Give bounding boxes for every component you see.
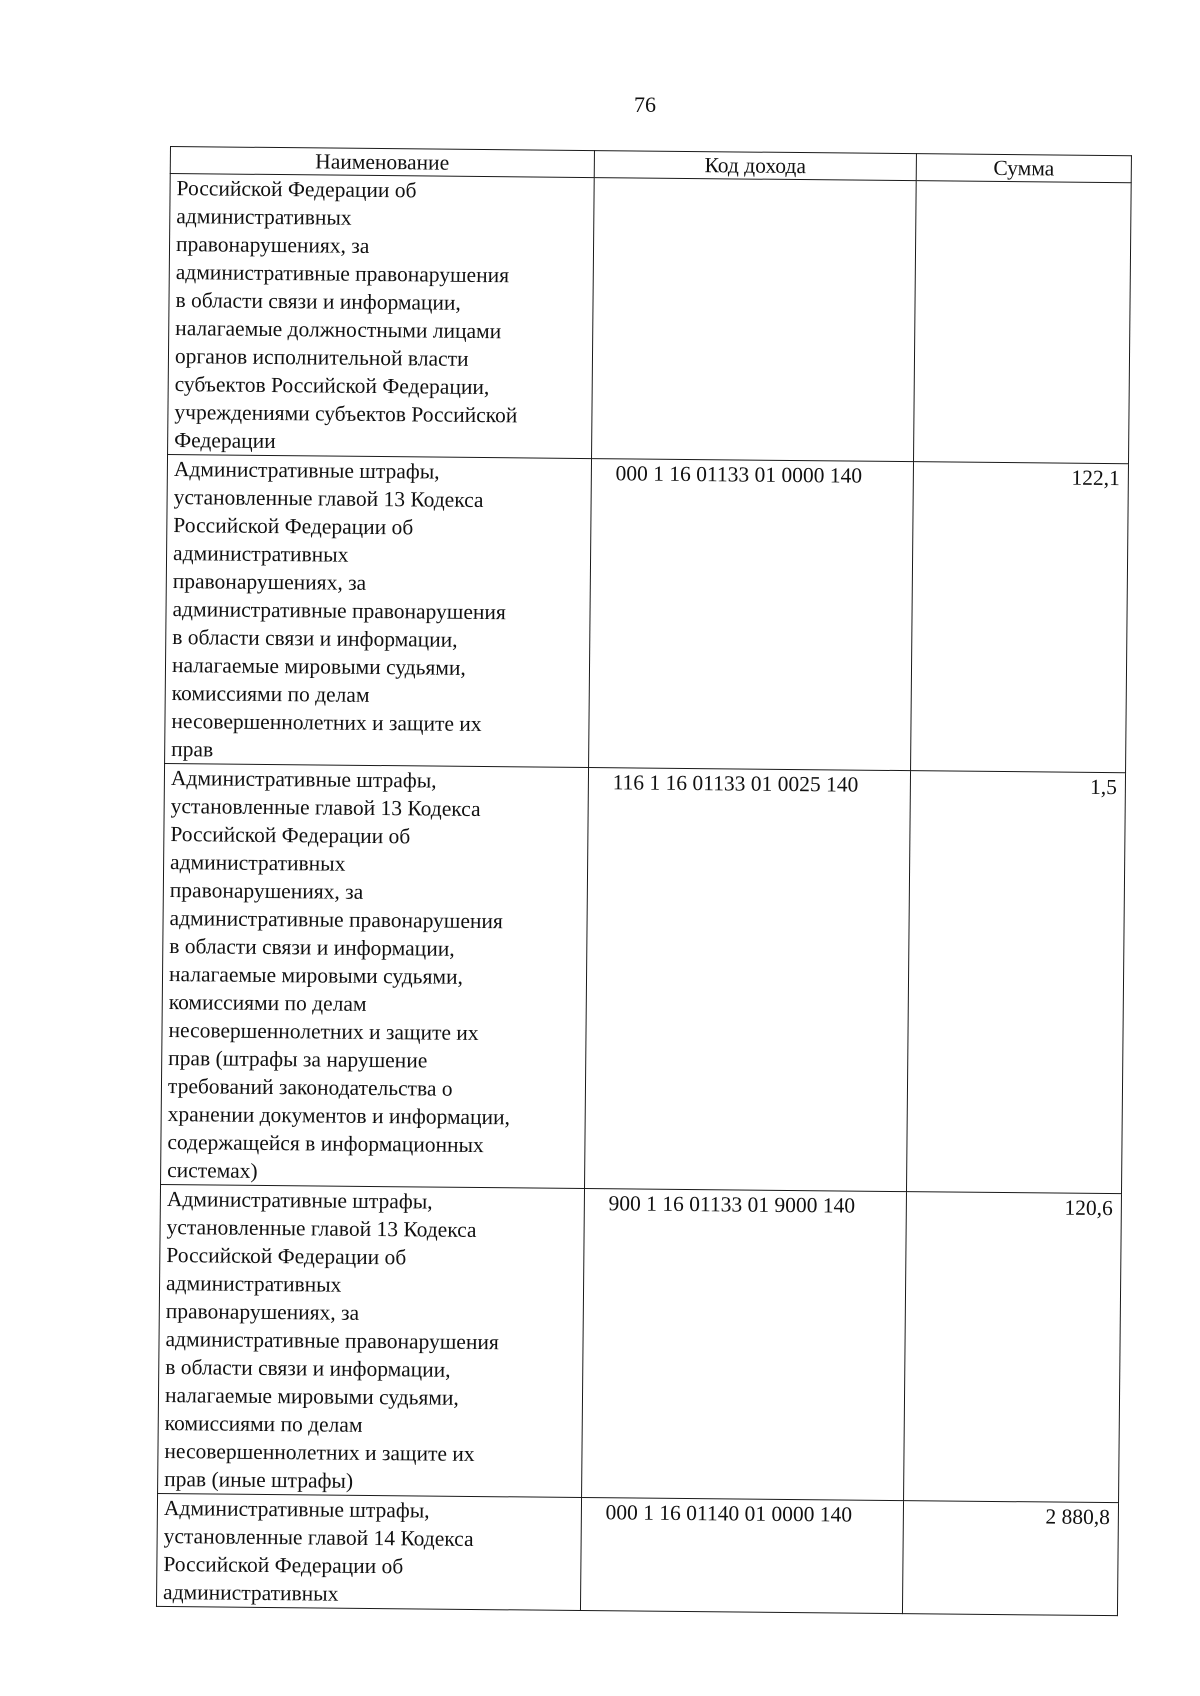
revenue-name-line: комиссиями по делам: [171, 681, 370, 707]
table-row: [165, 454, 1129, 772]
revenue-sum-cell: 1,5: [907, 771, 1126, 1194]
revenue-name-line: комиссиями по делам: [168, 990, 367, 1016]
revenue-name-line: административные правонарушения: [165, 1327, 499, 1355]
revenue-name-line: Российской Федерации об: [170, 822, 411, 849]
page-number: 76: [634, 92, 656, 117]
revenue-name-line: в области связи и информации,: [165, 1355, 451, 1382]
revenue-name-line: установленные главой 13 Кодекса: [170, 794, 481, 822]
revenue-name-line: в области связи и информации,: [172, 625, 458, 652]
revenue-code-cell: 900 1 16 01133 01 9000 140: [581, 1189, 906, 1501]
header-name: Наименование: [170, 147, 594, 178]
revenue-name-line: административные правонарушения: [169, 906, 503, 934]
header-sum: Сумма: [916, 154, 1131, 183]
revenue-name-cell: [161, 763, 589, 1188]
table-body: [156, 174, 1131, 1616]
revenue-name-line: несовершеннолетних и защите их: [168, 1018, 479, 1046]
revenue-name-line: Российской Федерации об: [173, 513, 414, 540]
revenue-name-line: административных: [163, 1580, 339, 1606]
revenue-name-line: прав (штрафы за нарушение: [168, 1046, 428, 1073]
revenue-name-line: правонарушениях, за: [169, 878, 364, 904]
revenue-name-line: учреждениями субъектов Российской: [174, 400, 518, 428]
revenue-name-line: установленные главой 13 Кодекса: [166, 1215, 477, 1242]
revenue-name-line: налагаемые мировыми судьями,: [164, 1383, 459, 1410]
revenue-name-line: налагаемые мировыми судьями,: [168, 962, 464, 989]
revenue-name-line: правонарушениях, за: [165, 1299, 360, 1325]
revenue-table: [156, 146, 1132, 1616]
revenue-name-line: административных: [170, 850, 346, 876]
revenue-name-line: административные правонарушения: [172, 597, 506, 625]
revenue-code-cell: 000 1 16 01140 01 0000 140: [580, 1498, 903, 1614]
revenue-name-line: Административные штрафы,: [163, 1496, 430, 1523]
revenue-name-line: административные правонарушения: [175, 260, 510, 288]
revenue-name-line: административных: [172, 541, 349, 567]
revenue-name-cell: [165, 454, 592, 767]
revenue-sum-cell: 122,1: [911, 462, 1129, 773]
revenue-name-line: в области связи и информации,: [175, 288, 461, 315]
revenue-name-line: установленные главой 14 Кодекса: [163, 1524, 474, 1551]
revenue-name-line: Российской Федерации об: [176, 176, 417, 203]
table-row: [168, 174, 1132, 464]
revenue-name-line: Российской Федерации об: [166, 1243, 407, 1270]
revenue-name-line: правонарушениях, за: [175, 232, 370, 258]
revenue-code-cell: [591, 178, 916, 462]
revenue-name-line: прав: [171, 737, 214, 762]
revenue-name-line: налагаемые должностными лицами: [175, 316, 502, 344]
revenue-name-line: Административные штрафы,: [170, 766, 437, 793]
revenue-name-line: административных: [165, 1271, 342, 1297]
revenue-name-line: субъектов Российской Федерации,: [174, 372, 490, 400]
revenue-name-line: прав (иные штрафы): [164, 1467, 354, 1493]
revenue-name-cell: [158, 1184, 585, 1497]
revenue-name-line: налагаемые мировыми судьями,: [171, 653, 466, 680]
revenue-name-line: установленные главой 13 Кодекса: [173, 485, 484, 513]
revenue-name-line: несовершеннолетних и защите их: [164, 1439, 475, 1466]
revenue-name-line: органов исполнительной власти: [174, 344, 469, 371]
table-row: [156, 1493, 1118, 1615]
revenue-name-line: правонарушениях, за: [172, 569, 367, 595]
revenue-name-line: требований законодательства о: [167, 1074, 453, 1101]
table-row: [161, 763, 1126, 1193]
revenue-sum-cell: 120,6: [904, 1192, 1122, 1503]
revenue-sum-cell: [914, 181, 1132, 464]
revenue-sum-cell: 2 880,8: [903, 1501, 1119, 1616]
revenue-code-cell: 000 1 16 01133 01 0000 140: [588, 459, 913, 771]
revenue-name-line: Административные штрафы,: [173, 457, 440, 484]
revenue-name-line: комиссиями по делам: [164, 1411, 363, 1437]
revenue-name-line: в области связи и информации,: [169, 934, 455, 961]
revenue-name-line: Федерации: [174, 428, 276, 454]
header-code: Код дохода: [594, 151, 917, 181]
revenue-name-cell: [168, 174, 594, 459]
revenue-name-line: несовершеннолетних и защите их: [171, 709, 482, 737]
revenue-code-cell: 116 1 16 01133 01 0025 140: [584, 768, 910, 1192]
revenue-name-line: административных: [176, 204, 352, 230]
table-row: [158, 1184, 1122, 1502]
revenue-name-line: Российской Федерации об: [163, 1552, 404, 1579]
revenue-name-line: системах): [167, 1158, 258, 1183]
revenue-name-line: содержащейся в информационных: [167, 1130, 484, 1158]
revenue-name-line: Административные штрафы,: [166, 1187, 433, 1214]
revenue-name-cell: [156, 1493, 581, 1610]
revenue-name-line: хранении документов и информации,: [167, 1102, 511, 1130]
